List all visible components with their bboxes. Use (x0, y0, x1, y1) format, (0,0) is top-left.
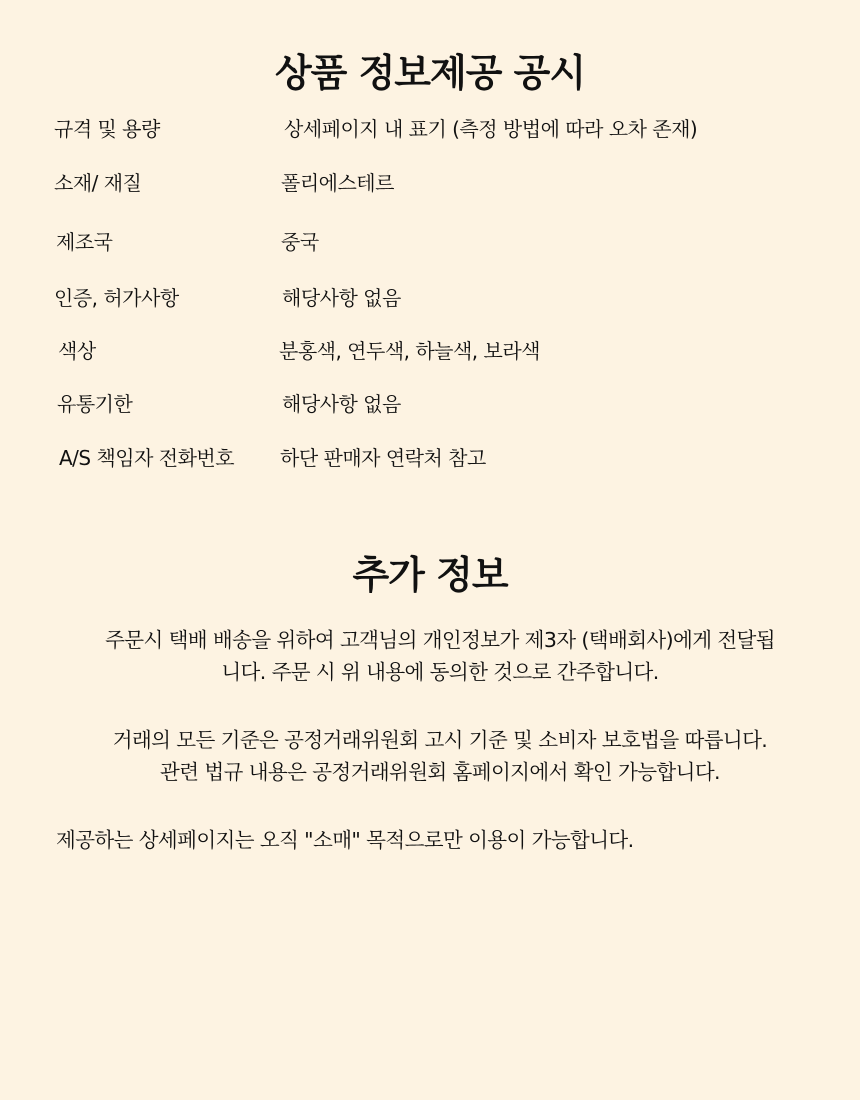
spec-value: 분홍색, 연두색, 하늘색, 보라색 (279, 339, 540, 363)
privacy-notice (40, 624, 840, 688)
spec-row-material (0, 168, 860, 198)
spec-row-origin (0, 227, 860, 257)
spec-value: 중국 (281, 230, 319, 254)
spec-value: 해당사항 없음 (282, 392, 401, 416)
spec-label: 제조국 (56, 230, 113, 254)
spec-row-certification (0, 283, 860, 313)
product-info-title: 상품 정보제공 공시 (274, 51, 586, 95)
spec-row-as-contact (0, 443, 860, 473)
privacy-notice-line-2: 니다. 주문 시 위 내용에 동의한 것으로 간주합니다. (221, 660, 659, 684)
spec-label: A/S 책임자 전화번호 (59, 446, 235, 470)
spec-label: 유통기한 (57, 392, 133, 416)
privacy-notice-line-1: 주문시 택배 배송을 위하여 고객님의 개인정보가 제3자 (택배회사)에게 전달됩 (105, 628, 775, 652)
trade-standard-line-2: 관련 법규 내용은 공정거래위원회 홈페이지에서 확인 가능합니다. (160, 760, 720, 784)
spec-label: 색상 (58, 339, 96, 363)
spec-value: 해당사항 없음 (282, 286, 401, 310)
trade-standard-line-1: 거래의 모든 기준은 공정거래위원회 고시 기준 및 소비자 보호법을 따릅니다. (112, 728, 768, 752)
spec-row-expiry (0, 389, 860, 419)
additional-info-title: 추가 정보 (352, 553, 508, 597)
spec-value: 상세페이지 내 표기 (측정 방법에 따라 오차 존재) (284, 117, 698, 141)
spec-row-color (0, 336, 860, 366)
spec-value: 하단 판매자 연락처 참고 (280, 446, 486, 470)
spec-label: 소재/ 재질 (54, 171, 142, 195)
spec-value: 폴리에스테르 (281, 171, 394, 195)
retail-only-line: 제공하는 상세페이지는 오직 "소매" 목적으로만 이용이 가능합니다. (56, 828, 634, 852)
retail-only-notice (56, 824, 856, 856)
spec-label: 규격 및 용량 (54, 117, 160, 141)
spec-label: 인증, 허가사항 (54, 286, 179, 310)
spec-row-size (0, 114, 860, 144)
trade-standard-notice (40, 724, 840, 788)
